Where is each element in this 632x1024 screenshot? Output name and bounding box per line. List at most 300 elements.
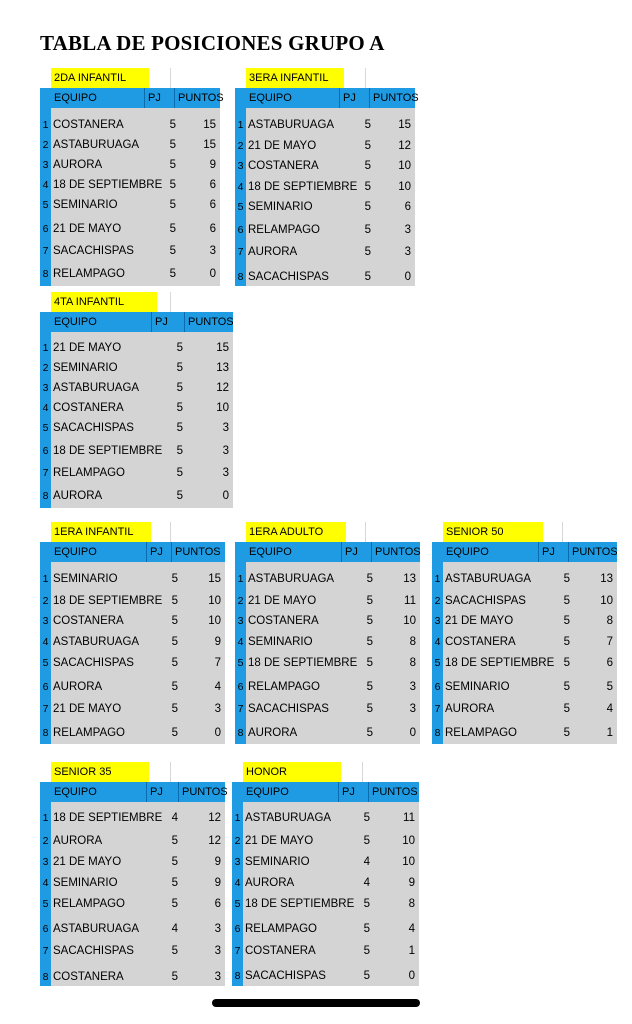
points-cell: 13	[600, 573, 613, 585]
table-row	[232, 966, 419, 986]
points-cell: 6	[606, 657, 613, 669]
table-row	[40, 611, 225, 631]
rank-cell: 8	[42, 490, 49, 502]
table-row	[235, 156, 415, 176]
played-cell: 5	[171, 595, 178, 607]
played-cell: 5	[366, 657, 373, 669]
team-cell: ASTABURUAGA	[53, 382, 140, 394]
team-cell: ASTABURUAGA	[53, 923, 140, 935]
rank-cell: 5	[42, 422, 49, 434]
table-row	[40, 264, 220, 284]
points-cell: 10	[403, 615, 416, 627]
played-cell: 5	[364, 224, 371, 236]
points-cell: 4	[408, 923, 415, 935]
team-cell: SEMINARIO	[248, 636, 313, 648]
played-cell: 5	[363, 970, 370, 982]
points-cell: 15	[398, 119, 411, 131]
played-cell: 4	[363, 877, 370, 889]
team-cell: SEMINARIO	[53, 362, 118, 374]
team-cell: SACACHISPAS	[53, 245, 134, 257]
rank-cell: 6	[42, 445, 49, 457]
category-label: SENIOR 35	[51, 762, 149, 782]
table-row	[40, 873, 225, 893]
rank-cell: 4	[434, 636, 441, 648]
played-cell: 5	[364, 119, 371, 131]
played-cell: 5	[563, 573, 570, 585]
table-row	[232, 831, 419, 851]
table-row	[40, 358, 233, 378]
played-cell: 5	[169, 179, 176, 191]
team-cell: SEMINARIO	[53, 199, 118, 211]
table-row	[235, 699, 420, 719]
rank-cell: 1	[434, 573, 441, 585]
header-equipo: EQUIPO	[249, 92, 292, 104]
team-cell: 21 DE MAYO	[53, 223, 122, 235]
team-cell: 18 DE SEPTIEMBRE	[248, 181, 358, 193]
rank-cell: 7	[42, 703, 49, 715]
header-pj: PJ	[538, 542, 555, 562]
team-cell: ASTABURUAGA	[248, 119, 335, 131]
rank-cell: 8	[42, 727, 49, 739]
rank-cell: 1	[42, 342, 49, 354]
rank-cell: 6	[42, 923, 49, 935]
table-row	[432, 699, 617, 719]
team-cell: 18 DE SEPTIEMBRE	[445, 657, 555, 669]
table-row	[40, 852, 225, 872]
team-cell: 21 DE MAYO	[53, 342, 122, 354]
table-row	[40, 591, 225, 611]
points-cell: 7	[214, 657, 221, 669]
table-row	[40, 398, 233, 418]
table-header	[51, 312, 233, 332]
table-row	[40, 653, 225, 673]
points-cell: 10	[398, 160, 411, 172]
rank-cell: 1	[237, 573, 244, 585]
table-row	[40, 195, 220, 215]
standings-table	[40, 522, 225, 744]
team-cell: SACACHISPAS	[53, 657, 134, 669]
standings-table	[432, 522, 617, 744]
points-cell: 12	[216, 382, 229, 394]
rank-cell: 4	[42, 877, 49, 889]
team-cell: COSTANERA	[248, 615, 319, 627]
table-row	[40, 894, 225, 914]
team-cell: ASTABURUAGA	[245, 812, 332, 824]
rank-cell: 5	[42, 657, 49, 669]
played-cell: 5	[169, 199, 176, 211]
team-cell: 18 DE SEPTIEMBRE	[248, 657, 358, 669]
rank-cell: 7	[237, 246, 244, 258]
points-cell: 0	[214, 727, 221, 739]
header-puntos: PUNTOS	[171, 542, 221, 562]
rank-cell: 3	[237, 160, 244, 172]
points-cell: 6	[209, 199, 216, 211]
team-cell: COSTANERA	[53, 119, 124, 131]
header-puntos: PUNTOS	[368, 782, 418, 802]
team-cell: RELAMPAGO	[248, 224, 320, 236]
table-row	[40, 463, 233, 483]
points-cell: 9	[214, 856, 221, 868]
played-cell: 5	[169, 245, 176, 257]
team-cell: AURORA	[53, 681, 103, 693]
rank-cell: 5	[237, 201, 244, 213]
points-cell: 3	[214, 945, 221, 957]
header-pj: PJ	[146, 542, 163, 562]
table-row	[40, 175, 220, 195]
points-cell: 4	[606, 703, 613, 715]
played-cell: 5	[176, 467, 183, 479]
category-label: 2DA INFANTIL	[51, 68, 149, 88]
table-row	[40, 632, 225, 652]
points-cell: 3	[214, 923, 221, 935]
standings-table	[40, 762, 228, 986]
rank-cell: 3	[434, 615, 441, 627]
team-cell: SEMINARIO	[53, 877, 118, 889]
page-title: TABLA DE POSICIONES GRUPO A	[40, 31, 385, 55]
points-cell: 11	[403, 812, 415, 824]
team-cell: AURORA	[53, 835, 103, 847]
points-cell: 11	[404, 595, 416, 607]
table-row	[40, 967, 225, 987]
header-puntos: PUNTOS	[371, 542, 421, 562]
table-row	[232, 894, 419, 914]
points-cell: 3	[209, 245, 216, 257]
played-cell: 5	[176, 362, 183, 374]
rank-cell: 8	[237, 727, 244, 739]
team-cell: 21 DE MAYO	[245, 835, 314, 847]
team-cell: 18 DE SEPTIEMBRE	[53, 445, 163, 457]
points-cell: 12	[208, 812, 221, 824]
points-cell: 0	[408, 970, 415, 982]
rank-cell: 2	[234, 835, 241, 847]
played-cell: 5	[563, 681, 570, 693]
rank-cell: 8	[42, 268, 49, 280]
played-cell: 5	[563, 595, 570, 607]
table-row	[235, 569, 420, 589]
rank-cell: 2	[42, 362, 49, 374]
rank-cell: 3	[42, 382, 49, 394]
table-header	[51, 782, 228, 802]
points-cell: 10	[208, 615, 221, 627]
points-cell: 10	[208, 595, 221, 607]
team-cell: SEMINARIO	[445, 681, 510, 693]
points-cell: 3	[404, 246, 411, 258]
points-cell: 8	[409, 636, 416, 648]
category-label: 3ERA INFANTIL	[246, 68, 344, 88]
table-row	[40, 569, 225, 589]
played-cell: 5	[171, 636, 178, 648]
team-cell: 21 DE MAYO	[248, 595, 317, 607]
played-cell: 5	[363, 945, 370, 957]
team-cell: COSTANERA	[248, 160, 319, 172]
points-cell: 13	[403, 573, 416, 585]
team-cell: COSTANERA	[53, 971, 124, 983]
table-header	[443, 542, 617, 562]
points-cell: 15	[216, 342, 229, 354]
played-cell: 5	[366, 636, 373, 648]
table-row	[40, 699, 225, 719]
table-row	[432, 591, 617, 611]
header-puntos: PUNTOS	[174, 88, 224, 108]
category-label: 1ERA ADULTO	[246, 522, 346, 542]
team-cell: SEMINARIO	[245, 856, 310, 868]
played-cell: 5	[169, 223, 176, 235]
points-cell: 9	[214, 636, 221, 648]
played-cell: 5	[171, 877, 178, 889]
played-cell: 5	[366, 681, 373, 693]
played-cell: 5	[176, 490, 183, 502]
rank-cell: 4	[42, 179, 49, 191]
played-cell: 5	[366, 573, 373, 585]
rank-cell: 6	[237, 681, 244, 693]
table-row	[40, 219, 220, 239]
category-label: SENIOR 50	[443, 522, 543, 542]
table-row	[232, 919, 419, 939]
table-row	[235, 242, 415, 262]
table-row	[40, 418, 233, 438]
rank-cell: 5	[42, 199, 49, 211]
team-cell: RELAMPAGO	[248, 681, 320, 693]
points-cell: 6	[214, 898, 221, 910]
table-row	[235, 115, 415, 135]
rank-cell: 3	[42, 159, 49, 171]
rank-cell: 2	[237, 140, 244, 152]
rank-cell: 4	[237, 181, 244, 193]
played-cell: 5	[176, 445, 183, 457]
points-cell: 3	[222, 467, 229, 479]
team-cell: AURORA	[245, 877, 295, 889]
rank-cell: 7	[237, 703, 244, 715]
team-cell: 21 DE MAYO	[53, 703, 122, 715]
points-cell: 0	[404, 271, 411, 283]
table-row	[235, 653, 420, 673]
points-cell: 3	[409, 681, 416, 693]
header-pj: PJ	[146, 782, 163, 802]
team-cell: AURORA	[53, 159, 103, 171]
points-cell: 12	[398, 140, 411, 152]
team-cell: RELAMPAGO	[53, 898, 125, 910]
rank-cell: 4	[42, 636, 49, 648]
home-indicator[interactable]	[212, 999, 420, 1007]
played-cell: 5	[366, 595, 373, 607]
played-cell: 5	[364, 140, 371, 152]
standings-table	[235, 522, 420, 744]
header-equipo: EQUIPO	[54, 546, 97, 558]
table-row	[432, 632, 617, 652]
rank-cell: 8	[42, 971, 49, 983]
rank-cell: 2	[42, 835, 49, 847]
header-equipo: EQUIPO	[246, 786, 289, 798]
table-row	[40, 941, 225, 961]
rank-cell: 7	[234, 945, 241, 957]
table-row	[432, 569, 617, 589]
table-row	[235, 177, 415, 197]
points-cell: 6	[209, 179, 216, 191]
played-cell: 5	[366, 727, 373, 739]
rank-cell: 3	[234, 856, 241, 868]
header-puntos: PUNTOS	[568, 542, 618, 562]
table-row	[232, 852, 419, 872]
played-cell: 5	[171, 727, 178, 739]
played-cell: 5	[366, 615, 373, 627]
rank-cell: 7	[434, 703, 441, 715]
table-row	[40, 241, 220, 261]
played-cell: 5	[169, 119, 176, 131]
header-pj: PJ	[339, 88, 356, 108]
team-cell: SEMINARIO	[248, 201, 313, 213]
rank-cell: 5	[234, 898, 241, 910]
team-cell: 21 DE MAYO	[53, 856, 122, 868]
played-cell: 5	[366, 703, 373, 715]
played-cell: 5	[176, 382, 183, 394]
points-cell: 3	[214, 971, 221, 983]
points-cell: 1	[606, 727, 613, 739]
points-cell: 3	[222, 445, 229, 457]
table-row	[40, 441, 233, 461]
points-cell: 8	[408, 898, 415, 910]
points-cell: 10	[402, 856, 415, 868]
standings-table	[40, 292, 233, 508]
team-cell: COSTANERA	[245, 945, 316, 957]
team-cell: SACACHISPAS	[248, 271, 329, 283]
played-cell: 5	[363, 835, 370, 847]
header-puntos: PUNTOS	[369, 88, 419, 108]
played-cell: 5	[363, 898, 370, 910]
table-row	[432, 611, 617, 631]
category-label: 4TA INFANTIL	[51, 292, 157, 312]
played-cell: 5	[364, 160, 371, 172]
points-cell: 10	[216, 402, 229, 414]
category-label: 1ERA INFANTIL	[51, 522, 151, 542]
played-cell: 5	[563, 615, 570, 627]
points-cell: 3	[409, 703, 416, 715]
points-cell: 0	[209, 268, 216, 280]
rank-cell: 2	[237, 595, 244, 607]
table-row	[432, 653, 617, 673]
table-row	[235, 591, 420, 611]
rank-cell: 5	[434, 657, 441, 669]
table-header	[243, 782, 419, 802]
played-cell: 5	[171, 971, 178, 983]
rank-cell: 8	[237, 271, 244, 283]
team-cell: AURORA	[248, 727, 298, 739]
category-label: HONOR	[243, 762, 341, 782]
rank-cell: 3	[237, 615, 244, 627]
table-row	[432, 723, 617, 743]
header-pj: PJ	[144, 88, 161, 108]
team-cell: 18 DE SEPTIEMBRE	[53, 595, 163, 607]
table-header	[51, 88, 224, 108]
team-cell: COSTANERA	[53, 615, 124, 627]
table-row	[235, 611, 420, 631]
played-cell: 5	[171, 856, 178, 868]
team-cell: SACACHISPAS	[445, 595, 526, 607]
rank-cell: 4	[234, 877, 241, 889]
team-cell: 18 DE SEPTIEMBRE	[245, 898, 355, 910]
rank-cell: 6	[42, 223, 49, 235]
played-cell: 5	[364, 271, 371, 283]
played-cell: 5	[563, 657, 570, 669]
points-cell: 10	[398, 181, 411, 193]
table-row	[40, 378, 233, 398]
played-cell: 5	[364, 181, 371, 193]
team-cell: AURORA	[53, 490, 103, 502]
team-cell: ASTABURUAGA	[445, 573, 532, 585]
header-puntos: PUNTOS	[178, 782, 228, 802]
table-row	[40, 808, 225, 828]
team-cell: SACACHISPAS	[248, 703, 329, 715]
header-equipo: EQUIPO	[54, 316, 97, 328]
played-cell: 5	[171, 703, 178, 715]
played-cell: 5	[363, 923, 370, 935]
played-cell: 5	[171, 681, 178, 693]
points-cell: 6	[209, 223, 216, 235]
played-cell: 5	[176, 402, 183, 414]
points-cell: 10	[402, 835, 415, 847]
rank-cell: 4	[237, 636, 244, 648]
rank-cell: 2	[42, 139, 49, 151]
standings-table	[232, 762, 419, 986]
table-row	[235, 677, 420, 697]
table-header	[246, 88, 419, 108]
team-cell: 18 DE SEPTIEMBRE	[53, 179, 163, 191]
points-cell: 5	[606, 681, 613, 693]
rank-cell: 1	[237, 119, 244, 131]
rank-cell: 1	[42, 573, 49, 585]
table-row	[232, 808, 419, 828]
header-pj: PJ	[151, 312, 168, 332]
header-pj: PJ	[338, 782, 355, 802]
rank-cell: 4	[42, 402, 49, 414]
table-row	[235, 723, 420, 743]
table-row	[235, 267, 415, 287]
played-cell: 5	[176, 422, 183, 434]
points-cell: 3	[404, 224, 411, 236]
rank-cell: 5	[42, 898, 49, 910]
table-row	[40, 486, 233, 506]
rank-cell: 5	[237, 657, 244, 669]
played-cell: 4	[363, 856, 370, 868]
rank-cell: 2	[434, 595, 441, 607]
team-cell: 21 DE MAYO	[248, 140, 317, 152]
points-cell: 10	[600, 595, 613, 607]
played-cell: 5	[171, 657, 178, 669]
team-cell: RELAMPAGO	[53, 467, 125, 479]
rank-cell: 2	[42, 595, 49, 607]
rank-cell: 6	[237, 224, 244, 236]
standings-table	[40, 68, 224, 286]
points-cell: 15	[203, 139, 216, 151]
table-row	[432, 677, 617, 697]
rank-cell: 6	[234, 923, 241, 935]
table-row	[232, 941, 419, 961]
team-cell: RELAMPAGO	[245, 923, 317, 935]
rank-cell: 7	[42, 467, 49, 479]
rank-cell: 3	[42, 615, 49, 627]
table-row	[40, 831, 225, 851]
played-cell: 5	[563, 703, 570, 715]
team-cell: COSTANERA	[445, 636, 516, 648]
table-row	[232, 873, 419, 893]
table-header	[246, 542, 420, 562]
rank-cell: 8	[434, 727, 441, 739]
table-row	[40, 155, 220, 175]
header-equipo: EQUIPO	[54, 92, 97, 104]
table-row	[40, 338, 233, 358]
points-cell: 8	[409, 657, 416, 669]
team-cell: 21 DE MAYO	[445, 615, 514, 627]
table-row	[235, 197, 415, 217]
